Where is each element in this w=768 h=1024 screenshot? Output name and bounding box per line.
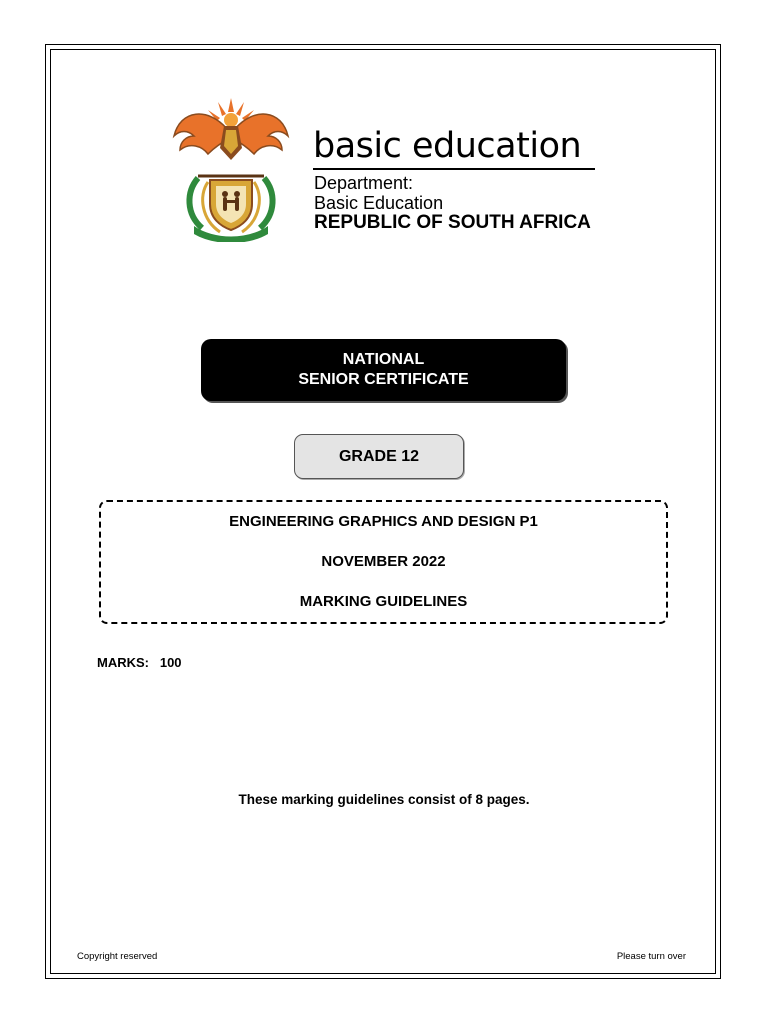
brand-title: basic education [313,126,582,166]
certificate-line-2: SENIOR CERTIFICATE [298,371,469,388]
subject-panel [99,500,668,624]
brand-underline [313,168,595,170]
document-type: MARKING GUIDELINES [299,593,468,610]
subject-title: ENGINEERING GRAPHICS AND DESIGN P1 [229,513,538,530]
grade-badge: GRADE 12 [294,434,464,479]
footer-copyright: Copyright reserved [77,951,158,962]
footer-turn-over: Please turn over [616,951,686,962]
department-name: Basic Education [314,193,444,213]
department-label: Department: [314,173,414,193]
coat-of-arms-icon [168,96,294,242]
marks-label: MARKS: [97,655,149,670]
coat-of-arms-logo [168,96,294,242]
country-name: REPUBLIC OF SOUTH AFRICA [314,212,591,233]
exam-session: NOVEMBER 2022 [321,553,446,570]
certificate-banner [201,339,566,401]
marks-value: 100 [159,655,182,670]
page-count-note: These marking guidelines consist of 8 pages. [238,792,530,807]
marks-line [97,655,182,670]
certificate-line-1: NATIONAL [342,351,425,368]
